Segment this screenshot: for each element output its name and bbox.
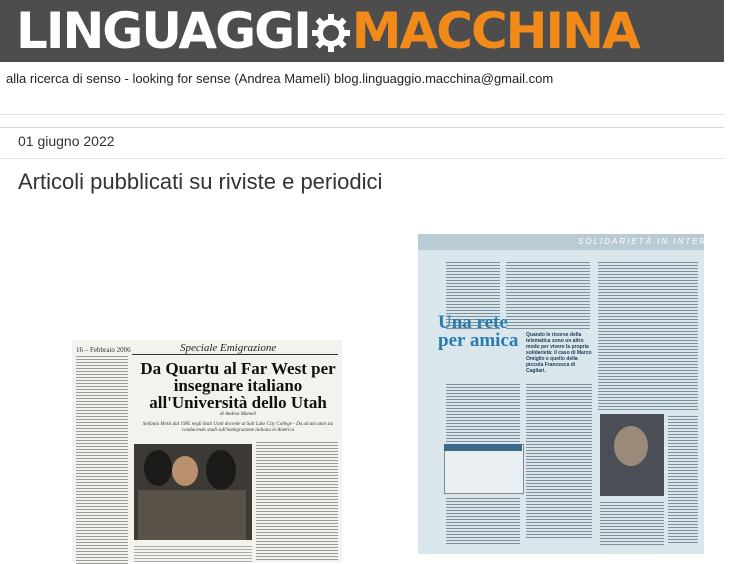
- site-header: [0, 0, 724, 62]
- gear-icon: [311, 13, 351, 53]
- post-title[interactable]: Articoli pubblicati su riviste e periodici: [18, 169, 383, 194]
- logo-text-linguaggi: LINGUAGGI: [16, 2, 310, 60]
- header-divider: [0, 114, 724, 115]
- magazine-text-column: [526, 382, 592, 538]
- magazine-text-column: [446, 382, 520, 442]
- magazine-text-column: [600, 500, 664, 546]
- clipping-text-column: [256, 440, 338, 560]
- clipping-rule: [132, 354, 338, 355]
- clipping-photo-mask: [206, 450, 236, 490]
- magazine-section-title: SOLIDARIETÀ IN INTERNET: [578, 237, 729, 246]
- clipping-photo-figures: [138, 490, 246, 540]
- magazine-text-column: [668, 414, 698, 544]
- clipping-page-header: 16 – Febbraio 2006: [76, 346, 131, 354]
- clipping-headline: Da Quartu al Far West per insegnare italiano all'Università dello Utah: [140, 359, 336, 412]
- magazine-text-column: [446, 496, 520, 546]
- clipping-section-title: Speciale Emigrazione: [180, 342, 277, 354]
- magazine-screenshot-bar: [444, 444, 522, 451]
- logo-text-macchina: MACCHINA: [351, 2, 639, 60]
- post-date: 01 giugno 2022: [18, 133, 115, 149]
- magazine-photo-face: [614, 426, 648, 466]
- magazine-headline: Una rete per amica: [438, 312, 519, 351]
- clipping-photo-face: [172, 456, 198, 486]
- magazine-text-column: [598, 260, 698, 410]
- magazine-lead: Quando le risorse della telematica sono un altro modo per vivere la propria solidarietà: il caso di Marco Omiglio e quello della piccola Francesca di Cagliari.: [526, 332, 592, 374]
- clipping-photo-mask: [144, 450, 172, 486]
- clipping-subhead: Stefania Melis dal 1985 negli Stati Uniti docente al Salt Lake City College - Da alcuni anni sta conducendo studi sull'immigrazione italiana in America: [142, 422, 334, 433]
- clipping-text-column: [76, 354, 128, 564]
- blog-description: alla ricerca di senso - looking for sense (Andrea Mameli) blog.linguaggio.macchina@gmail.com: [6, 71, 554, 86]
- clipping-caption-text: [134, 544, 252, 562]
- site-logo[interactable]: [16, 0, 639, 62]
- date-divider: [0, 158, 724, 159]
- newspaper-clipping-image[interactable]: [72, 340, 342, 562]
- magazine-screenshot: [444, 444, 524, 494]
- clipping-byline: di Andrea Mameli: [219, 412, 257, 417]
- magazine-clipping-image[interactable]: [418, 234, 729, 554]
